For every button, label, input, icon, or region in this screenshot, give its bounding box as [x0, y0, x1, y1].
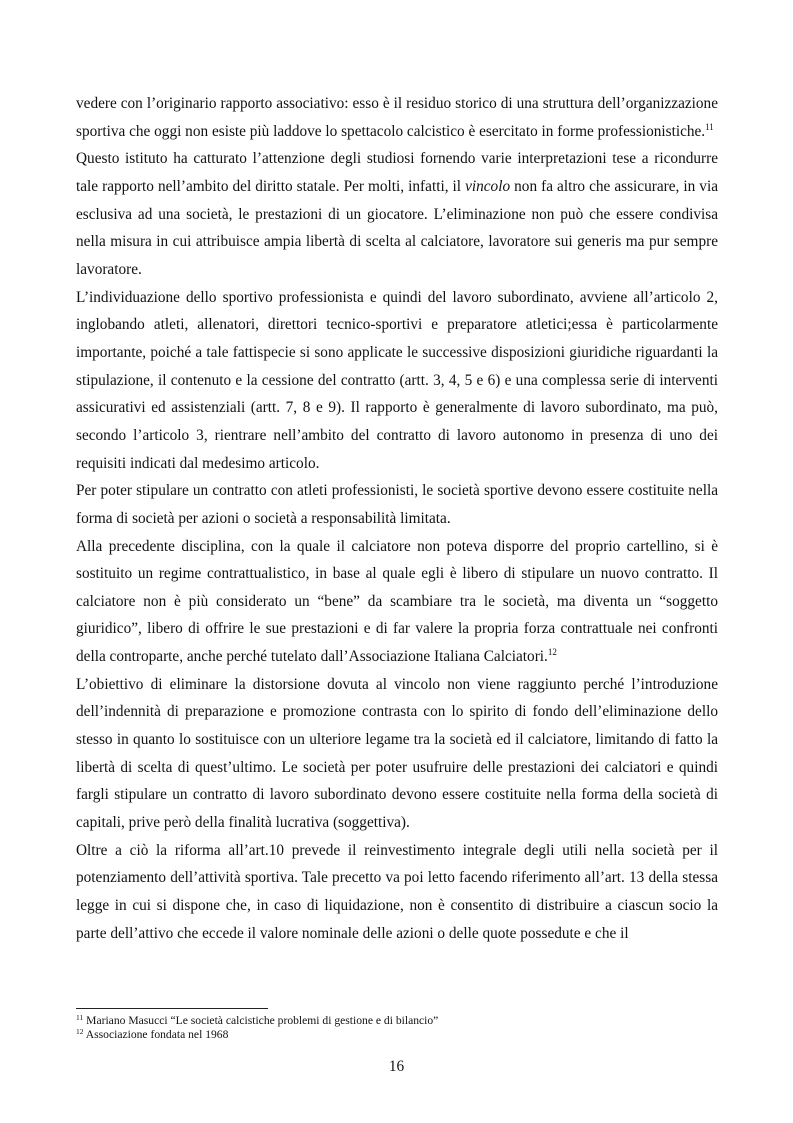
- paragraph-text: L’obiettivo di eliminare la distorsione dovuta al vincolo non viene raggiunto perché l’introduzione dell’indennità di preparazione e promozione contrasta con lo spirito di fondo dell’eliminazione dello stesso in quanto lo sostituisce con un ulteriore legame tra la società ed il calciatore, limitando di fatto la libertà di scelta di quest’ultimo. Le società per poter usufruire delle prestazioni dei calciatori e quindi fargli stipulare un contratto di lavoro subordinato devono essere costituite nella forma della società di capitali, prive però della finalità lucrativa (soggettiva).: [76, 675, 718, 832]
- footnote-text: Associazione fondata nel 1968: [85, 1028, 229, 1041]
- footnote-number: 12: [76, 1027, 84, 1036]
- paragraph-text: Alla precedente disciplina, con la quale il calciatore non poteva disporre del proprio cartellino, si è sostituito un regime contrattualistico, in base al quale egli è libero di stipulare un nuovo contratto. Il calciatore non è più considerato un “bene” da scambiare tra le società, ma diventa un “soggetto giuridico”, libero di offrire le sue prestazioni e di far valere la propria forza contrattuale nei confronti della controparte, anche perché tutelato dall’Associazione Italiana Calciatori.: [76, 537, 718, 666]
- paragraph-text: Per poter stipulare un contratto con atleti professionisti, le società sportive devono essere costituite nella forma di società per azioni o società a responsabilità limitata.: [76, 482, 718, 527]
- footnote-ref[interactable]: 12: [547, 647, 557, 658]
- footnote-number: 11: [76, 1013, 84, 1022]
- paragraph: [76, 533, 718, 671]
- footnote: [76, 1014, 718, 1028]
- footnote: [76, 1028, 718, 1042]
- paragraph: [76, 284, 718, 478]
- paragraph: [76, 477, 718, 532]
- paragraph: [76, 145, 718, 283]
- italic-term: vincolo: [465, 177, 511, 195]
- document-body: [76, 90, 718, 947]
- paragraph-text: Questo istituto ha catturato l’attenzione degli studiosi fornendo varie interpretazioni tese a ricondurre tale rapporto nell’ambito del diritto statale. Per molti, infatti, il: [76, 150, 718, 195]
- paragraph-text: Oltre a ciò la riforma all’art.10 prevede il reinvestimento integrale degli utili nella società per il potenziamento dell’attività sportiva. Tale precetto va poi letto facendo riferimento all’art. 13 della stessa legge in cui si dispone che, in caso di liquidazione, non è consentito di distribuire a ciascun socio la parte dell’attivo che eccede il valore nominale delle azioni o delle quote possedute e che il: [76, 841, 718, 942]
- footnote-ref[interactable]: 11: [705, 121, 714, 132]
- paragraph-text: non fa altro che assicurare, in via esclusiva ad una società, le prestazioni di un giocatore. L’eliminazione non può che essere condivisa nella misura in cui attribuisce ampia libertà di scelta al calciatore, lavoratore sui generis ma pur sempre lavoratore.: [76, 177, 718, 278]
- paragraph: [76, 671, 718, 837]
- page-number: 16: [388, 1058, 405, 1075]
- footnote-text: Mariano Masucci “Le società calcistiche problemi di gestione e di bilancio”: [86, 1014, 439, 1027]
- footnote-divider: [76, 1008, 268, 1009]
- footnotes: [76, 1008, 718, 1042]
- paragraph-text: vedere con l’originario rapporto associativo: esso è il residuo storico di una struttura dell’organizzazione sportiva che oggi non esiste più laddove lo spettacolo calcistico è esercitato in forme professionistiche.: [76, 95, 718, 140]
- paragraph: [76, 90, 718, 145]
- paragraph: [76, 837, 718, 948]
- paragraph-text: L’individuazione dello sportivo professionista e quindi del lavoro subordinato, avviene all’articolo 2, inglobando atleti, allenatori, direttori tecnico-sportivi e preparatore atletici;essa è particolarmente importante, poiché a tale fattispecie si sono applicate le successive disposizioni giuridiche riguardanti la stipulazione, il contenuto e la cessione del contratto (artt. 3, 4, 5 e 6) e una complessa serie di interventi assicurativi ed assistenziali (artt. 7, 8 e 9). Il rapporto è generalmente di lavoro subordinato, ma può, secondo l’articolo 3, rientrare nell’ambito del contratto di lavoro autonomo in presenza di uno dei requisiti indicati dal medesimo articolo.: [76, 288, 718, 472]
